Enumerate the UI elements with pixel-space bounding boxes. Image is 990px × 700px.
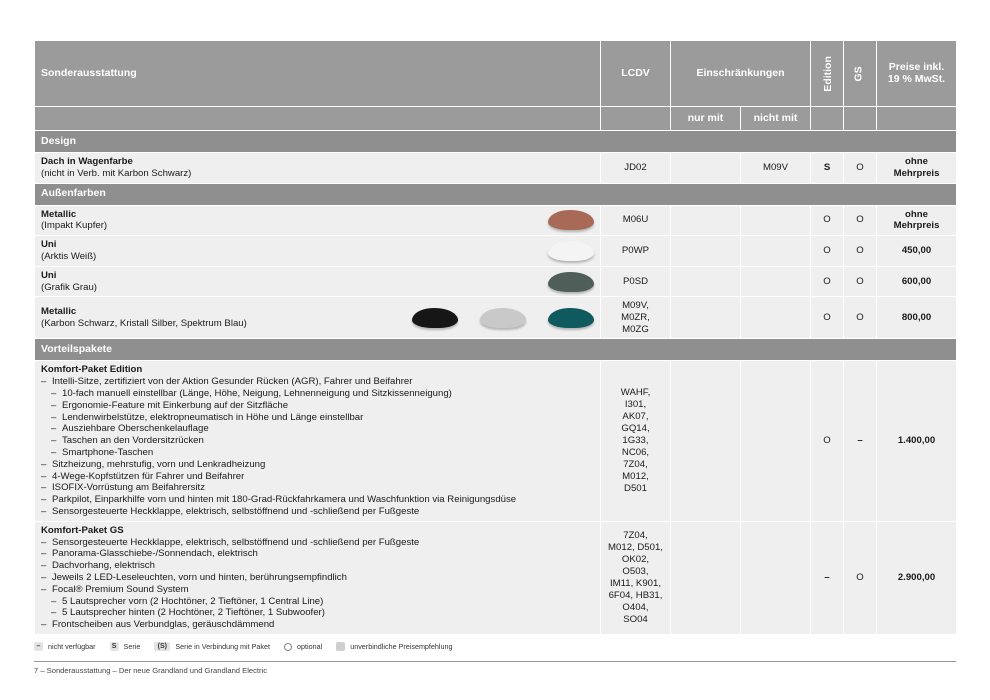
package-row: [35, 361, 957, 521]
restriction-with: [671, 153, 741, 184]
optional-circle-icon: [284, 643, 292, 651]
package-desc: [35, 521, 601, 634]
option-title: Uni: [41, 239, 57, 251]
legend-item: S Serie: [110, 642, 141, 651]
restriction-with: [671, 236, 741, 267]
header-blank: [844, 107, 877, 131]
restriction-without: [741, 266, 811, 297]
package-title: Komfort-Paket GS: [41, 524, 124, 536]
legend-item: (S) Serie in Verbindung mit Paket: [154, 642, 270, 651]
package-feature: – 5 Lautsprecher hinten (2 Hochtöner, 2 Tieftöner, 1 Subwoofer): [41, 607, 594, 619]
gs-value: –: [844, 361, 877, 521]
car-color-swatch-icon: [480, 308, 526, 328]
restriction-without: M09V: [741, 153, 811, 184]
header-blank: [811, 107, 844, 131]
package-feature: – Parkpilot, Einparkhilfe vorn und hinten mit 180-Grad-Rückfahrkamera und Waschfunktion via Reinigungsdüse: [41, 494, 594, 506]
footer-divider: [34, 661, 956, 662]
option-desc: [35, 297, 601, 339]
edition-value: O: [811, 205, 844, 236]
legend-symbol: –: [34, 642, 43, 651]
package-feature: – ISOFIX-Vorrüstung am Beifahrersitz: [41, 482, 594, 494]
lcdv-code: WAHF, I301, AK07, GQ14, 1G33, NC06, 7Z04, M012, D501: [601, 361, 671, 521]
package-feature-list: [41, 537, 594, 631]
package-feature: – Sitzheizung, mehrstufig, vorn und Lenkradheizung: [41, 459, 594, 471]
option-row: [35, 236, 957, 267]
restriction-without: [741, 297, 811, 339]
option-desc: [35, 205, 601, 236]
package-feature: – 10-fach manuell einstellbar (Länge, Höhe, Neigung, Lehnenneigung und Sitzkissenneigung): [41, 388, 594, 400]
header-with: nur mit: [671, 107, 741, 131]
header-edition: Edition: [811, 41, 844, 107]
section-packages: [35, 339, 957, 361]
package-feature: – Panorama-Glasschiebe-/Sonnendach, elektrisch: [41, 548, 594, 560]
option-subtitle: (Karbon Schwarz, Kristall Silber, Spektrum Blau): [41, 317, 247, 329]
package-feature: – Taschen an den Vordersitzrücken: [41, 435, 594, 447]
car-color-swatch-icon: [412, 308, 458, 328]
package-feature: – Lendenwirbelstütze, elektropneumatisch in Höhe und Länge einstellbar: [41, 412, 594, 424]
header-restrictions: Einschränkungen: [671, 41, 811, 107]
restriction-with: [671, 521, 741, 634]
option-title: Metallic: [41, 208, 77, 220]
option-row: [35, 205, 957, 236]
price-cell: 1.400,00: [877, 361, 957, 521]
restriction-with: [671, 266, 741, 297]
edition-value: S: [811, 153, 844, 184]
lcdv-code: JD02: [601, 153, 671, 184]
restriction-without: [741, 205, 811, 236]
header-price: Preise inkl. 19 % MwSt.: [877, 41, 957, 107]
package-row: [35, 521, 957, 634]
package-feature: – Sensorgesteuerte Heckklappe, elektrisch, selbstöffnend und -schließend per Fußgeste: [41, 506, 594, 518]
header-blank: [877, 107, 957, 131]
lcdv-code: M09V, M0ZR, M0ZG: [601, 297, 671, 339]
edition-value: O: [811, 361, 844, 521]
restriction-with: [671, 205, 741, 236]
package-feature: – Smartphone-Taschen: [41, 447, 594, 459]
price-list-sheet: [34, 40, 956, 635]
edition-value: O: [811, 236, 844, 267]
edition-value: –: [811, 521, 844, 634]
restriction-with: [671, 361, 741, 521]
legend-symbol: (S): [154, 642, 170, 651]
option-subtitle: (Arktis Weiß): [41, 250, 97, 262]
page-footer: 7 – Sonderausstattung – Der neue Grandland und Grandland Electric: [34, 666, 268, 675]
header-lcdv: LCDV: [601, 41, 671, 107]
option-desc: [35, 266, 601, 297]
option-title: Uni: [41, 269, 57, 281]
package-feature: – Ergonomie-Feature mit Einkerbung auf der Sitzfläche: [41, 400, 594, 412]
header-gs: GS: [844, 41, 877, 107]
gs-value: O: [844, 266, 877, 297]
grey-square-icon: [336, 642, 345, 651]
edition-value: O: [811, 297, 844, 339]
option-subtitle: (nicht in Verb. mit Karbon Schwarz): [41, 167, 192, 179]
section-design: [35, 131, 957, 153]
package-feature: – Dachvorhang, elektrisch: [41, 560, 594, 572]
option-subtitle: (Grafik Grau): [41, 281, 97, 293]
package-feature: – Focal® Premium Sound System: [41, 584, 594, 596]
price-cell: 2.900,00: [877, 521, 957, 634]
option-title: Metallic: [41, 306, 77, 318]
price-cell: 800,00: [877, 297, 957, 339]
restriction-without: [741, 236, 811, 267]
package-feature: – Intelli-Sitze, zertifiziert von der Aktion Gesunder Rücken (AGR), Fahrer und Beifahrer: [41, 376, 594, 388]
option-row: [35, 266, 957, 297]
car-color-swatch-icon: [548, 210, 594, 230]
options-table: [34, 40, 957, 635]
legend-item: unverbindliche Preisempfehlung: [336, 642, 452, 651]
lcdv-code: P0SD: [601, 266, 671, 297]
legend-item: optional: [284, 642, 322, 651]
gs-value: O: [844, 521, 877, 634]
package-feature: – 5 Lautsprecher vorn (2 Hochtöner, 2 Tieftöner, 1 Central Line): [41, 596, 594, 608]
restriction-with: [671, 297, 741, 339]
gs-value: O: [844, 153, 877, 184]
option-title: Dach in Wagenfarbe: [41, 156, 133, 167]
option-row: [35, 297, 957, 339]
restriction-without: [741, 521, 811, 634]
section-title: Außenfarben: [35, 183, 957, 205]
gs-value: O: [844, 236, 877, 267]
option-row: [35, 153, 957, 184]
lcdv-code: P0WP: [601, 236, 671, 267]
package-feature: – Jeweils 2 LED-Leseleuchten, vorn und hinten, berührungsempfindlich: [41, 572, 594, 584]
price-cell: 600,00: [877, 266, 957, 297]
lcdv-code: M06U: [601, 205, 671, 236]
package-feature-list: [41, 376, 594, 518]
price-cell: ohne Mehrpreis: [877, 205, 957, 236]
legend-item: – nicht verfügbar: [34, 642, 96, 651]
gs-value: O: [844, 297, 877, 339]
restriction-without: [741, 361, 811, 521]
package-feature: – Sensorgesteuerte Heckklappe, elektrisch, selbstöffnend und -schließend per Fußgeste: [41, 537, 594, 549]
header-without: nicht mit: [741, 107, 811, 131]
legend-symbol: S: [110, 642, 119, 651]
package-desc: [35, 361, 601, 521]
car-color-swatch-icon: [548, 241, 594, 261]
option-desc: [35, 153, 601, 184]
header-option: Sonderausstattung: [35, 41, 601, 107]
price-cell: 450,00: [877, 236, 957, 267]
option-desc: [35, 236, 601, 267]
price-cell: ohne Mehrpreis: [877, 153, 957, 184]
car-color-swatch-icon: [548, 308, 594, 328]
header-blank: [35, 107, 601, 131]
gs-value: O: [844, 205, 877, 236]
package-feature: – 4-Wege-Kopfstützen für Fahrer und Beifahrer: [41, 471, 594, 483]
section-title: Design: [35, 131, 957, 153]
section-colors: [35, 183, 957, 205]
legend: [34, 642, 467, 651]
package-feature: – Frontscheiben aus Verbundglas, geräuschdämmend: [41, 619, 594, 631]
section-title: Vorteilspakete: [35, 339, 957, 361]
package-title: Komfort-Paket Edition: [41, 364, 143, 376]
car-color-swatch-icon: [548, 272, 594, 292]
package-feature: – Ausziehbare Oberschenkelauflage: [41, 423, 594, 435]
edition-value: O: [811, 266, 844, 297]
lcdv-code: 7Z04, M012, D501, OK02, O503, IM11, K901, 6F04, HB31, O404, SO04: [601, 521, 671, 634]
option-subtitle: (Impakt Kupfer): [41, 220, 108, 232]
header-blank: [601, 107, 671, 131]
